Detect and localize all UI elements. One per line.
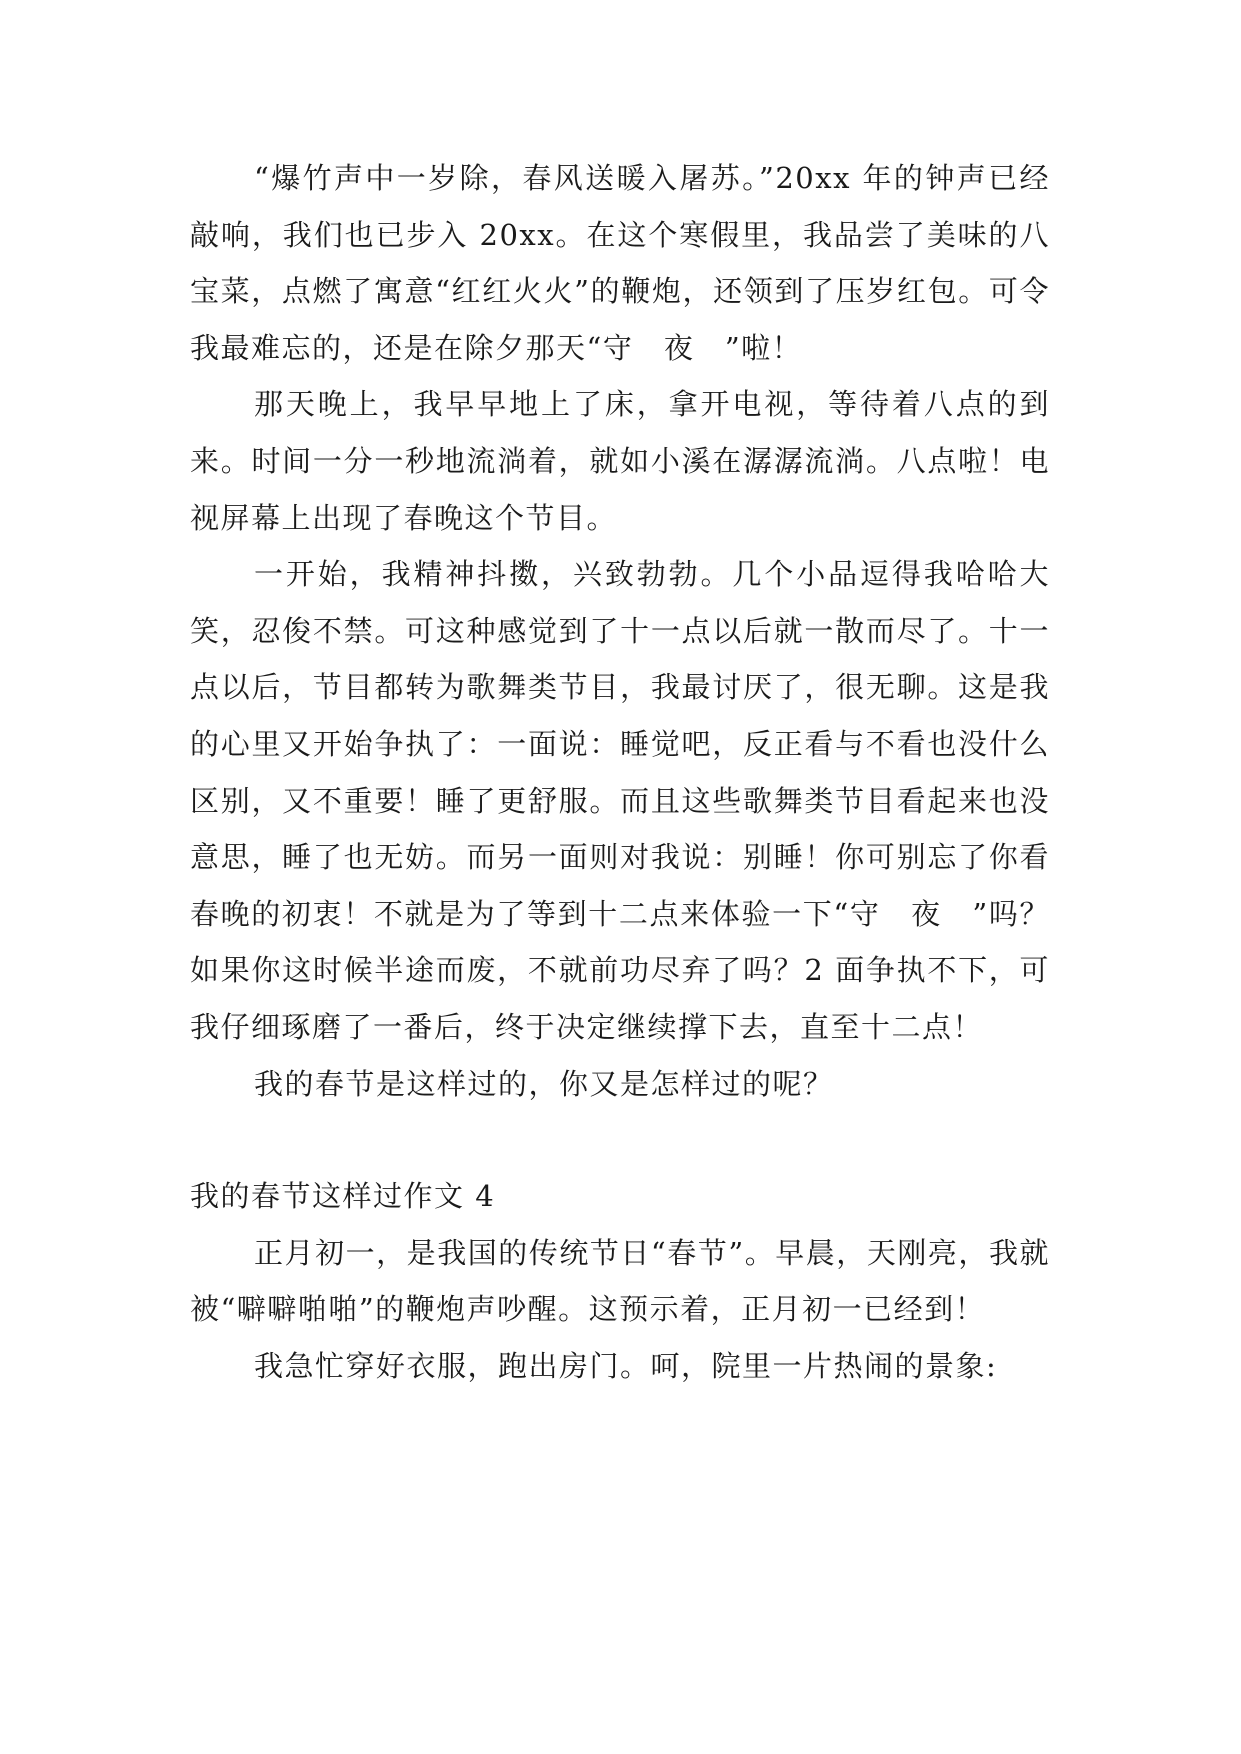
paragraph-5: 正月初一，是我国的传统节日“春节”。早晨，天刚亮，我就被“噼噼啪啪”的鞭炮声吵醒。这预示着，正月初一已经到！: [190, 1235, 1050, 1327]
paragraph-2: 那天晚上，我早早地上了床，拿开电视，等待着八点的到来。时间一分一秒地流淌着，就如小溪在潺潺流淌。八点啦！电视屏幕上出现了春晚这个节目。: [190, 387, 1050, 535]
section-heading: 我的春节这样过作文 4: [190, 1179, 496, 1214]
paragraph-1: “爆竹声中一岁除，春风送暖入屠苏。”20xx 年的钟声已经敲响，我们也已步入 20xx。在这个寒假里，我品尝了美味的八宝菜，点燃了寓意“红红火火”的鞭炮，还领到了压岁红包。可令我最难忘的，还是在除夕那天“守 夜 ”啦！: [190, 161, 1050, 365]
paragraph-4: 我的春节是这样过的，你又是怎样过的呢？: [254, 1066, 834, 1101]
document-body: [190, 150, 1050, 1394]
paragraph-6: 我急忙穿好衣服，跑出房门。呵，院里一片热闹的景象:: [254, 1348, 998, 1383]
paragraph-3: 一开始，我精神抖擞，兴致勃勃。几个小品逗得我哈哈大笑，忍俊不禁。可这种感觉到了十一点以后就一散而尽了。十一点以后，节目都转为歌舞类节目，我最讨厌了，很无聊。这是我的心里又开始争执了：一面说：睡觉吧，反正看与不看也没什么区别，又不重要！睡了更舒服。而且这些歌舞类节目看起来也没意思，睡了也无妨。而另一面则对我说：别睡！你可别忘了你看春晚的初衷！不就是为了等到十二点来体验一下“守 夜 ”吗？如果你这时候半途而废，不就前功尽弃了吗？2 面争执不下，可我仔细琢磨了一番后，终于决定继续撑下去，直至十二点！: [190, 557, 1050, 1044]
